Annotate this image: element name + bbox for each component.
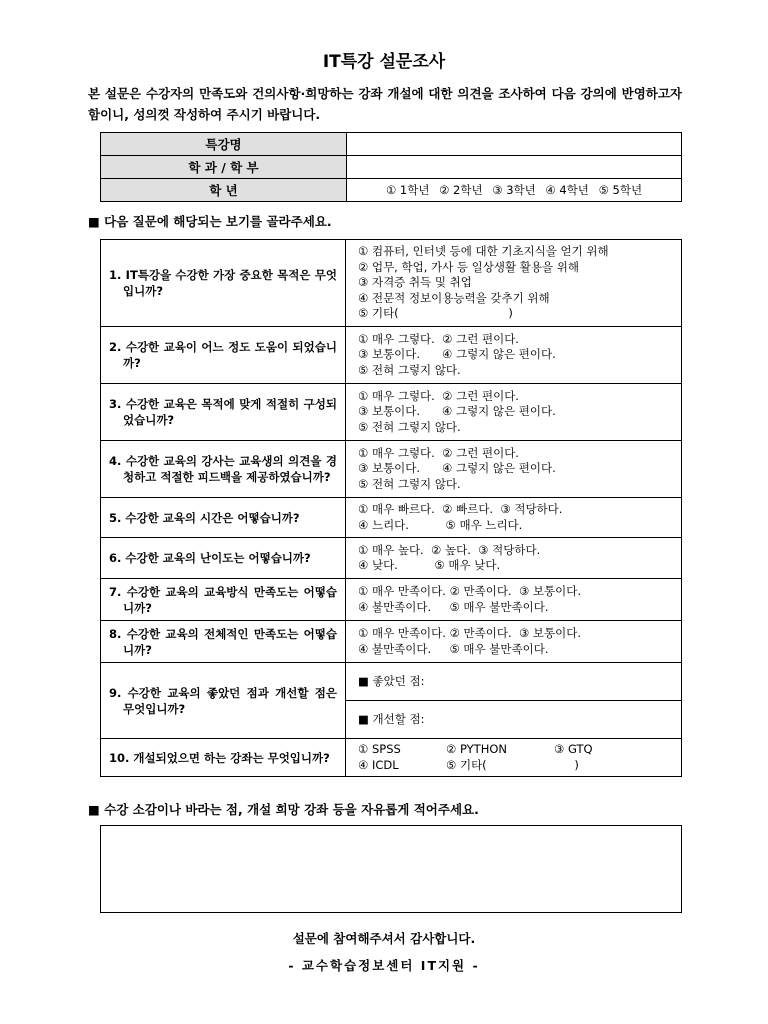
question-6-options [346,538,682,579]
question-7-line-2[interactable]: ④ 불만족이다. ⑤ 매우 불만족이다. [358,599,549,614]
question-9-improve-field[interactable]: ■ 개선할 점: [346,701,682,739]
question-4-line-3[interactable]: ⑤ 전혀 그렇지 않다. [358,476,461,491]
lecture-name-field[interactable] [347,133,682,156]
question-3: 3. 수강한 교육은 목적에 맞게 적절히 구성되었습니까? [101,384,346,441]
page-title: IT특강 설문조사 [322,52,446,72]
grade-label: 학 년 [101,179,347,202]
question-2-line-3[interactable]: ⑤ 전혀 그렇지 않다. [358,362,461,377]
question-2-line-1[interactable]: ① 매우 그렇다. ② 그런 편이다. [358,331,519,346]
grade-option-5[interactable]: ⑤ 5학년 [598,183,643,197]
question-3-line-2[interactable]: ③ 보통이다. ④ 그렇지 않은 편이다. [358,404,556,419]
grade-option-2[interactable]: ② 2학년 [439,183,483,197]
question-5: 5. 수강한 교육의 시간은 어떻습니까? [101,498,346,538]
question-9: 9. 수강한 교육의 좋았던 점과 개선할 점은 무엇입니까? [101,663,346,739]
department-field[interactable] [347,156,682,179]
question-6-line-2[interactable]: ④ 낮다. ⑤ 매우 낮다. [358,558,501,572]
question-1-option-1[interactable]: ① 컴퓨터, 인터넷 등에 대한 기초지식을 얻기 위해 [358,244,609,259]
intro-text: 본 설문은 수강자의 만족도와 건의사항·희망하는 강좌 개설에 대한 의견을 조사하여 다음 강의에 반영하고자 함이니, 성의껏 작성하여 주시기 바랍니다. [88,86,682,122]
signature-text: - 교수학습정보센터 IT지원 - [288,958,480,973]
section-heading-feedback: ■ 수강 소감이나 바라는 점, 개설 희망 강좌 등을 자유롭게 적어주세요. [88,802,479,817]
question-8: 8. 수강한 교육의 전체적인 만족도는 어떻습니까? [101,621,346,663]
question-5-line-1[interactable]: ① 매우 빠르다. ② 빠르다. ③ 적당하다. [358,502,563,516]
question-table [100,239,682,777]
grade-option-3[interactable]: ③ 3학년 [492,183,536,197]
question-4: 4. 수강한 교육의 강사는 교육생의 의견을 경청하고 적절한 피드백을 제공하였습니까? [101,441,346,498]
question-2: 2. 수강한 교육이 어느 정도 도움이 되었습니까? [101,327,346,384]
question-3-line-1[interactable]: ① 매우 그렇다. ② 그런 편이다. [358,388,519,403]
question-10: 10. 개설되었으면 하는 강좌는 무엇입니까? [101,739,346,777]
question-4-line-2[interactable]: ③ 보통이다. ④ 그렇지 않은 편이다. [358,461,556,476]
feedback-textbox[interactable] [100,825,682,913]
grade-option-1[interactable]: ① 1학년 [385,183,430,197]
question-10-option-2[interactable]: ② PYTHON [446,742,507,756]
question-7-line-1[interactable]: ① 매우 만족이다. ② 만족이다. ③ 보통이다. [358,584,582,598]
question-5-line-2[interactable]: ④ 느리다. ⑤ 매우 느리다. [358,517,523,532]
grade-options [347,179,682,202]
question-8-options [346,621,682,663]
question-10-option-3[interactable]: ③ GTQ [554,742,593,756]
question-4-line-1[interactable]: ① 매우 그렇다. ② 그런 편이다. [358,445,519,460]
section-heading-choices: ■ 다음 질문에 해당되는 보기를 골라주세요. [88,214,332,229]
department-label: 학 과 / 학 부 [101,156,347,179]
question-7: 7. 수강한 교육의 교육방식 만족도는 어떻습니까? [101,579,346,621]
question-1-option-3[interactable]: ③ 자격증 취득 및 취업 [358,275,472,290]
question-1-options [346,240,682,327]
question-6: 6. 수강한 교육의 난이도는 어떻습니까? [101,538,346,579]
question-1-option-5[interactable]: ⑤ 기타( ) [358,306,513,321]
thanks-text: 설문에 참여해주셔서 감사합니다. [292,931,476,946]
grade-option-4[interactable]: ④ 4학년 [545,183,589,197]
question-2-line-2[interactable]: ③ 보통이다. ④ 그렇지 않은 편이다. [358,347,556,362]
question-1: 1. IT특강을 수강한 가장 중요한 목적은 무엇입니까? [101,240,346,327]
question-4-options [346,441,682,498]
question-7-options [346,579,682,621]
question-8-line-1[interactable]: ① 매우 만족이다. ② 만족이다. ③ 보통이다. [358,626,582,640]
question-8-line-2[interactable]: ④ 불만족이다. ⑤ 매우 불만족이다. [358,641,549,656]
question-10-option-5[interactable]: ⑤ 기타( ) [446,757,579,772]
question-10-options [346,739,682,777]
question-6-line-1[interactable]: ① 매우 높다. ② 높다. ③ 적당하다. [358,542,541,557]
lecture-name-label: 특강명 [101,133,347,156]
question-1-option-2[interactable]: ② 업무, 학업, 가사 등 일상생활 활용을 위해 [358,259,579,274]
question-3-line-3[interactable]: ⑤ 전혀 그렇지 않다. [358,419,461,434]
question-1-option-4[interactable]: ④ 전문적 정보이용능력을 갖추기 위해 [358,290,550,305]
question-5-options [346,498,682,538]
question-10-option-4[interactable]: ④ ICDL [358,757,399,772]
question-10-option-1[interactable]: ① SPSS [358,742,401,756]
question-9-good-field[interactable]: ■ 좋았던 점: [346,663,682,701]
info-table [100,132,682,202]
question-3-options [346,384,682,441]
question-2-options [346,327,682,384]
